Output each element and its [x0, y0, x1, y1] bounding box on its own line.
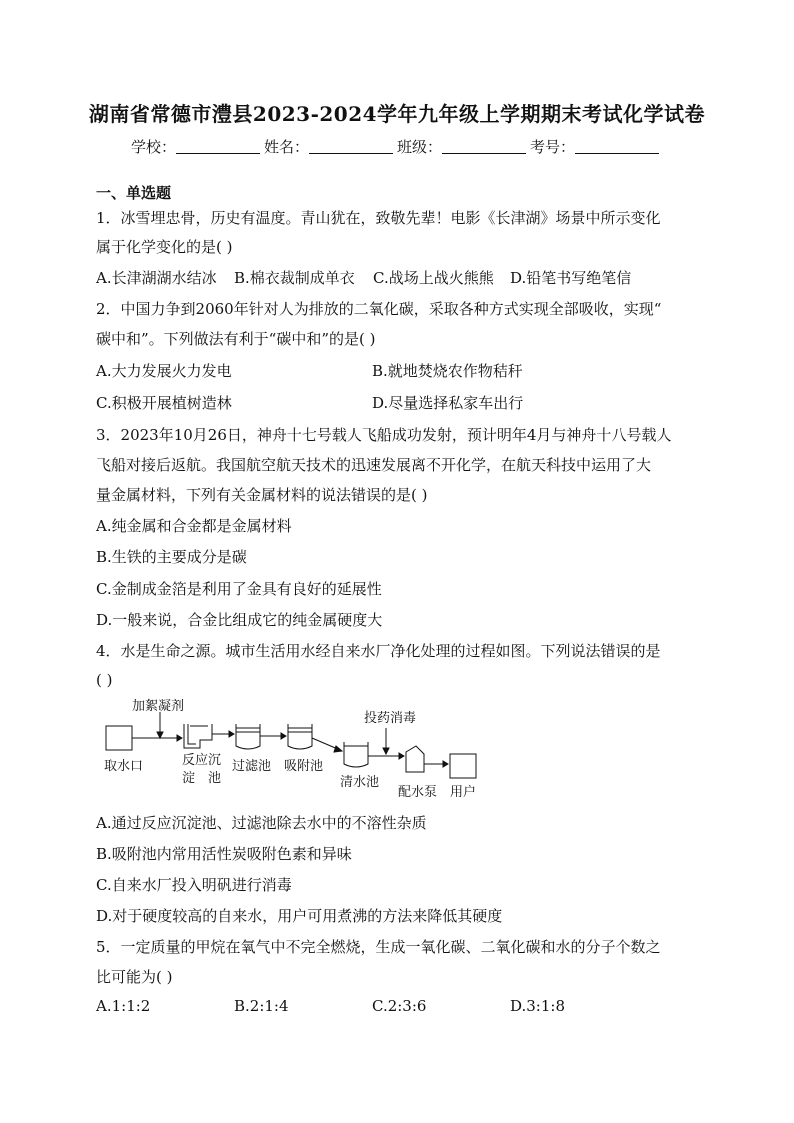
class-label: 班级：: [397, 138, 443, 156]
q5-option-d: D.3:1:8: [510, 997, 565, 1015]
question-1-line-2: 属于化学变化的是( ): [96, 238, 233, 256]
question-4-line-2: ( ): [96, 671, 113, 689]
q3-option-d: D.一般来说，合金比组成它的纯金属硬度大: [96, 611, 383, 629]
exam-title: 湖南省常德市澧县2023-2024学年九年级上学期期末考试化学试卷: [88, 102, 706, 126]
q5-option-b: B.2:1:4: [234, 997, 289, 1015]
label-intake: 取水口: [104, 759, 144, 774]
q4-option-b: B.吸附池内常用活性炭吸附色素和异味: [96, 845, 352, 863]
label-adsorb: 吸附池: [284, 759, 324, 774]
q4-option-c: C.自来水厂投入明矾进行消毒: [96, 876, 292, 894]
q2-option-a: A.大力发展火力发电: [96, 362, 232, 380]
question-3-line-2: 飞船对接后返航。我国航空航天技术的迅速发展离不开化学，在航天科技中运用了大: [96, 456, 652, 474]
q3-option-b: B.生铁的主要成分是碳: [96, 548, 247, 566]
question-5-line-1: 5．一定质量的甲烷在氧气中不完全燃烧，生成一氧化碳、二氧化碳和水的分子个数之: [96, 938, 661, 956]
q1-option-a: A.长津湖湖水结冰: [96, 269, 217, 287]
q1-option-c: C.战场上战火熊熊: [373, 269, 494, 287]
pump-shape: [406, 746, 424, 772]
name-blank: [309, 139, 393, 154]
q5-option-a: A.1:1:2: [96, 997, 151, 1015]
label-disinfect: 投药消毒: [364, 711, 417, 726]
label-clear: 清水池: [340, 775, 380, 790]
q4-option-d: D.对于硬度较高的自来水，用户可用煮沸的方法来降低其硬度: [96, 907, 503, 925]
school-blank: [176, 139, 260, 154]
q5-option-c: C.2:3:6: [372, 997, 427, 1015]
label-user: 用户: [450, 785, 477, 800]
user-box: [450, 754, 476, 778]
q3-option-c: C.金制成金箔是利用了金具有良好的延展性: [96, 580, 382, 598]
q1-option-d: D.铅笔书写绝笔信: [510, 269, 632, 287]
label-pump: 配水泵: [398, 785, 438, 800]
section-heading: 一、单选题: [96, 184, 172, 202]
q3-option-a: A.纯金属和合金都是金属材料: [96, 517, 292, 535]
question-4-line-1: 4．水是生命之源。城市生活用水经自来水厂净化处理的过程如图。下列说法错误的是: [96, 642, 661, 660]
number-label: 考号：: [530, 138, 576, 156]
label-flocculant: 加絮凝剂: [132, 699, 185, 714]
q2-option-c: C.积极开展植树造林: [96, 394, 232, 412]
q2-option-d: D.尽量选择私家车出行: [372, 394, 524, 412]
water-treatment-diagram: [96, 698, 496, 802]
label-filter: 过滤池: [232, 759, 272, 774]
question-3-line-1: 3．2023年10月26日，神舟十七号载人飞船成功发射，预计明年4月与神舟十八号载人: [96, 426, 672, 444]
q2-option-b: B.就地焚烧农作物秸秆: [372, 362, 523, 380]
label-reaction-2: 淀 池: [182, 771, 222, 786]
question-2-line-1: 2．中国力争到2060年针对人为排放的二氧化碳，采取各种方式实现全部吸收，实现“: [96, 300, 662, 318]
question-5-line-2: 比可能为( ): [96, 968, 173, 986]
q1-option-b: B.棉衣裁制成单衣: [234, 269, 355, 287]
question-3-line-3: 量金属材料，下列有关金属材料的说法错误的是( ): [96, 486, 428, 504]
q4-option-a: A.通过反应沉淀池、过滤池除去水中的不溶性杂质: [96, 814, 427, 832]
class-blank: [442, 139, 526, 154]
number-blank: [575, 139, 659, 154]
intake-box: [106, 726, 132, 750]
label-reaction-1: 反应沉: [182, 753, 222, 768]
name-label: 姓名：: [263, 138, 309, 156]
student-info-row: [0, 136, 794, 157]
school-label: 学校：: [130, 138, 176, 156]
question-1-line-1: 1．冰雪埋忠骨，历史有温度。青山犹在，致敬先辈！电影《长津湖》场景中所示变化: [96, 209, 661, 227]
question-2-line-2: 碳中和”。下列做法有利于“碳中和”的是( ): [96, 330, 376, 348]
